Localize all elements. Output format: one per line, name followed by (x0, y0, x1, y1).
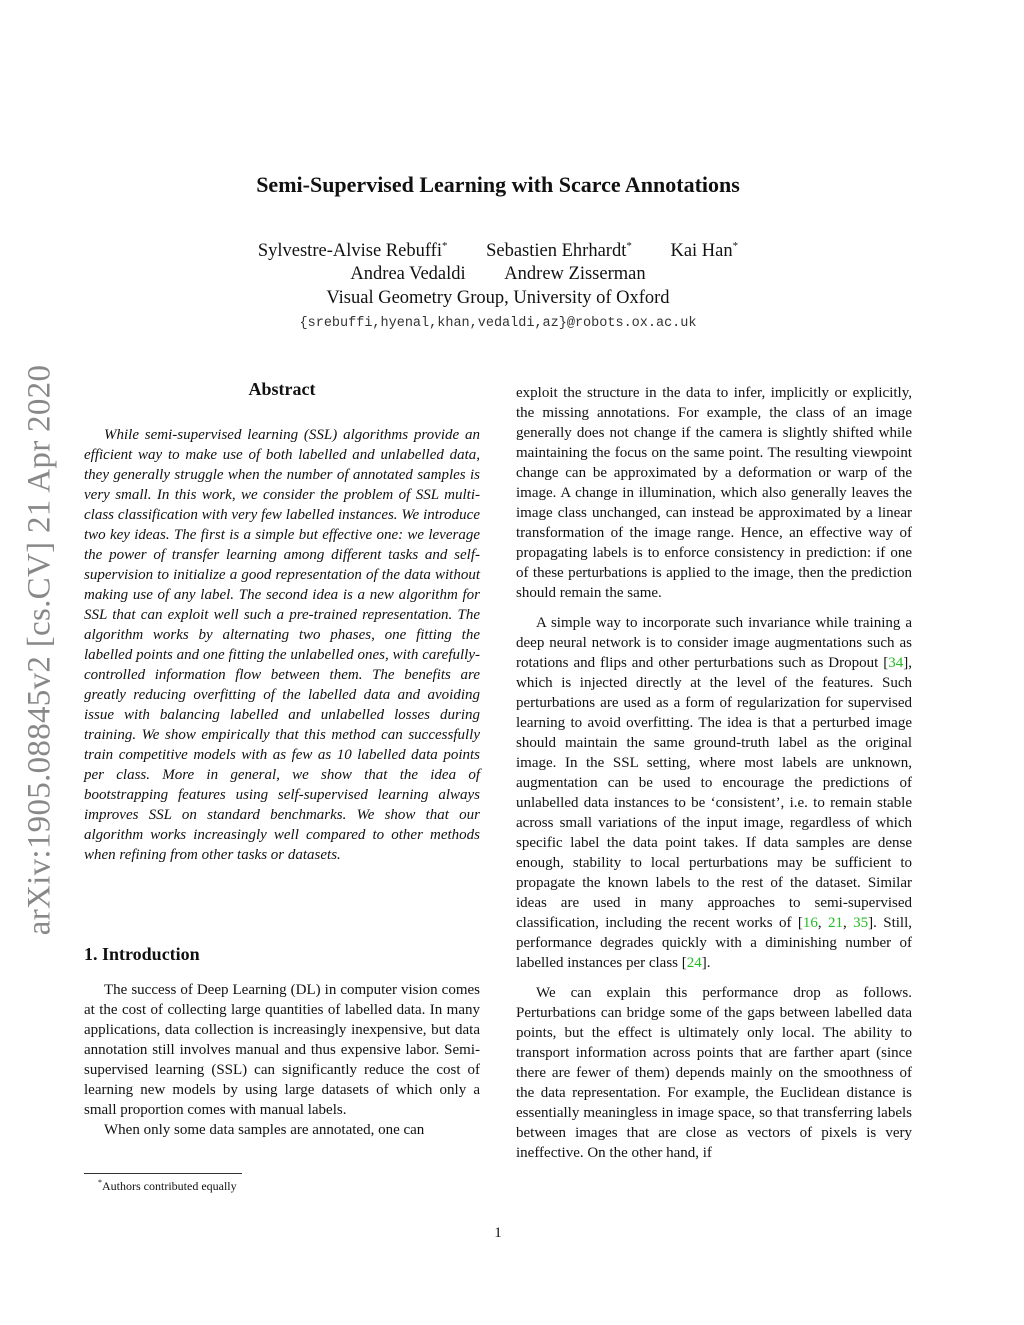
abstract-text: While semi-supervised learning (SSL) algorithms provide an efficient way to make use of both labelled and unlabelled data, they generally struggle when the number of annotated samples is very small. In this work, we consider the problem of SSL multi-class classification with very few labelled instances. We introduce two key ideas. The first is a simple but effective one: we leverage the power of transfer learning among different tasks and self-supervision to initialize a good representation of the data without making use of any label. The second idea is a new algorithm for SSL that can exploit well such a pre-trained representation. The algorithm works by alternating two phases, one fitting the labelled points and one fitting the unlabelled ones, with carefully-controlled information flow between them. The benefits are greatly reducing overfitting of the labelled data and avoiding issue with balancing labelled and unlabelled losses during training. We show empirically that this method can successfully train competitive models with as few as 10 labelled data points per class. More in general, we show that the idea of bootstrapping features using self-supervised learning always improves SSL on standard benchmarks. We show that our algorithm works increasingly well compared to other methods when refining from other tasks or datasets. (84, 427, 480, 863)
paragraph: exploit the structure in the data to infer, implicitly or explicitly, the missing annotations. For example, the class of an image generally does not change if the camera is slightly shifted while maintaining the focus on the same point. The resulting viewpoint change can be approximated by a deformation or warp of the image. A change in illumination, which also generally leaves the image class unchanged, can instead be approximated by a linear transformation of the image range. Hence, an effective way of propagating labels is to enforce consistency in prediction: if one of these perturbations is applied to the image, then the prediction should remain the same. (516, 385, 912, 601)
paragraph: We can explain this performance drop as follows. Perturbations can bridge some of the gaps between labelled data points, but the effect is ultimately only local. The ability to transport information across points that are farther apart (since there are fewer of them) depends mainly on the smoothness of the data representation. For example, the Euclidean distance is essentially meaningless in image space, so that transferring labels between images that are close as vectors of pixels is very ineffective. On the other hand, if (516, 985, 912, 1161)
paragraph: The success of Deep Learning (DL) in computer vision comes at the cost of collecting large quantities of labelled data. In many applications, data collection is increasingly inexpensive, but data annotation still involves manual and thus expensive labor. Semi-supervised learning (SSL) can significantly reduce the cost of learning new models by using large datasets of which only a small proportion comes with manual labels. (84, 982, 480, 1118)
paragraph: A simple way to incorporate such invariance while training a deep neural network is to consider image augmentations such as rotations and flips and other perturbations such as Dropout [34], which is injected directly at the level of the features. Such perturbations are used as a form of regularization for supervised learning to avoid overfitting. The idea is that a perturbed image should maintain the same ground-truth label as the original image. In the SSL setting, where most labels are unknown, augmentation can be used to encourage the predictions of unlabelled data instances to be ‘consistent’, i.e. to remain stable across small variations of the input image, regardless of which specific label the data point takes. If data samples are dense enough, stability to local perturbations may be sufficient to propagate the known labels to the rest of the dataset. Similar ideas are used in many approaches to semi-supervised classification, including the recent works of [16, 21, 35]. Still, performance degrades quickly with a diminishing number of labelled instances per class [24]. (516, 615, 913, 971)
author-name: Kai Han* (670, 240, 739, 262)
arxiv-identifier-stamp: arXiv:1905.08845v2 [cs.CV] 21 Apr 2020 (21, 364, 58, 936)
page-number: 1 (494, 1225, 502, 1241)
footnote: *Authors contributed equally (98, 1178, 237, 1193)
citation-link[interactable]: 21 (828, 915, 843, 931)
affiliation: Visual Geometry Group, University of Oxford (326, 288, 670, 308)
introduction-right-column (516, 383, 912, 1173)
author-name: Andrew Zisserman (504, 264, 646, 284)
introduction-left-column (84, 980, 480, 1140)
paragraph: When only some data samples are annotated, one can (104, 1122, 425, 1138)
paper-title: Semi-Supervised Learning with Scarce Annotations (256, 172, 740, 197)
footnote-divider (84, 1173, 242, 1174)
abstract-heading: Abstract (248, 379, 316, 399)
author-list-row-2 (0, 264, 996, 285)
author-name: Andrea Vedaldi (350, 264, 466, 284)
citation-link[interactable]: 35 (853, 915, 869, 931)
section-heading-introduction: 1. Introduction (84, 944, 200, 964)
author-emails: {srebuffi,hyenal,khan,vedaldi,az}@robots.ox.ac.uk (299, 316, 697, 331)
citation-link[interactable]: 34 (888, 655, 904, 671)
citation-link[interactable]: 24 (686, 955, 702, 971)
author-name: Sebastien Ehrhardt* (486, 240, 632, 262)
citation-link[interactable]: 16 (802, 915, 818, 931)
author-list-row-1 (0, 240, 996, 262)
abstract-body (84, 425, 480, 865)
author-name: Sylvestre-Alvise Rebuffi* (257, 240, 448, 262)
